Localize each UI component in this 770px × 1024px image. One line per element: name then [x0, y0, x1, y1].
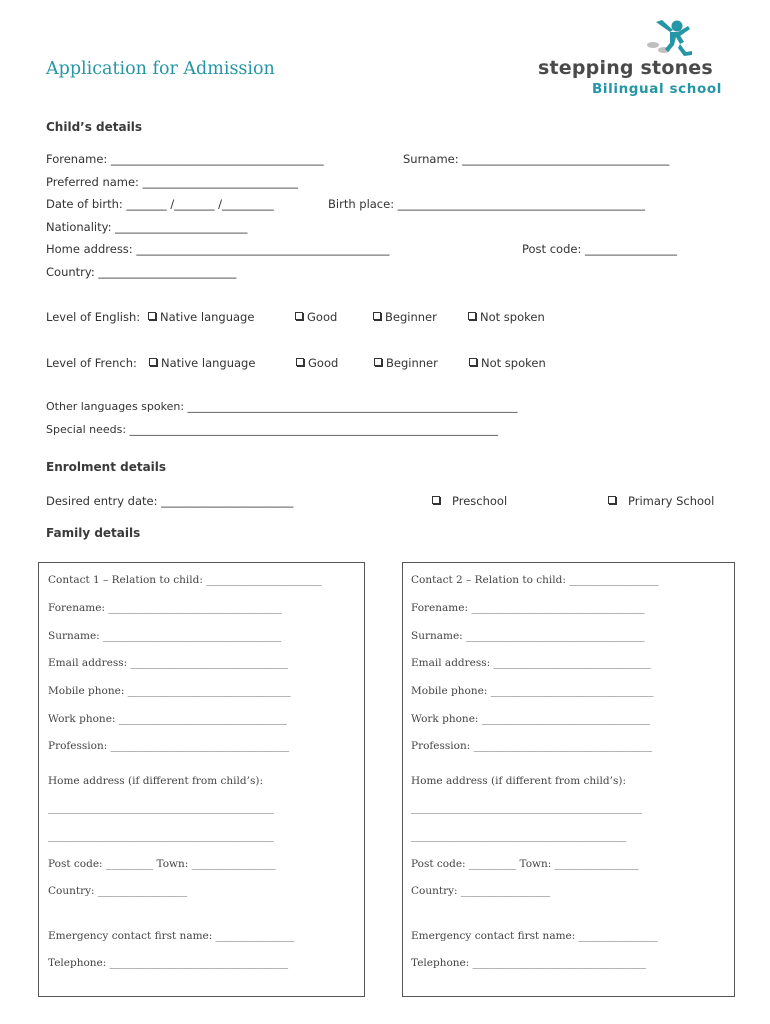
enrolment-option-primary[interactable]: Primary School — [608, 494, 714, 508]
child-preferred-name-field[interactable]: Preferred name: ___________________________ — [46, 175, 298, 189]
contact-1-relation-field[interactable]: Contact 1 – Relation to child: ______________________ — [48, 574, 322, 586]
section-heading-enrolment: Enrolment details — [46, 460, 167, 474]
contact-2-emergency-field[interactable]: Emergency contact first name: _______________ — [411, 930, 658, 942]
checkbox-icon[interactable] — [295, 312, 303, 320]
contact-1-post-town-field[interactable]: Post code: _________ Town: ________________ — [48, 858, 276, 870]
contact-1-home-address-label: Home address (if different from child’s): — [48, 775, 263, 787]
checkbox-icon[interactable] — [374, 358, 382, 366]
enrolment-option-preschool[interactable]: Preschool — [432, 494, 507, 508]
contact-1-forename-field[interactable]: Forename: _________________________________ — [48, 602, 282, 614]
section-heading-child: Child’s details — [46, 120, 142, 134]
checkbox-icon[interactable] — [296, 358, 304, 366]
contact-2-surname-field[interactable]: Surname: __________________________________ — [411, 630, 645, 642]
checkbox-icon[interactable] — [608, 496, 616, 504]
contact-1-address-line-2[interactable]: ___________________________________________ — [48, 830, 274, 842]
child-birth-place-field[interactable]: Birth place: ___________________________________________ — [328, 197, 645, 211]
contact-2-country-field[interactable]: Country: _________________ — [411, 885, 551, 897]
french-option-beginner[interactable]: Beginner — [374, 356, 438, 370]
english-level-label: Level of English: — [46, 310, 141, 324]
child-post-code-field[interactable]: Post code: ________________ — [522, 242, 677, 256]
logo-wordmark: stepping stones — [538, 57, 713, 79]
contact-2-forename-field[interactable]: Forename: _________________________________ — [411, 602, 645, 614]
french-option-good[interactable]: Good — [296, 356, 338, 370]
contact-2-profession-field[interactable]: Profession: __________________________________ — [411, 740, 653, 752]
checkbox-icon[interactable] — [149, 358, 157, 366]
contact-1-surname-field[interactable]: Surname: __________________________________ — [48, 630, 282, 642]
contact-1-mobile-field[interactable]: Mobile phone: _______________________________ — [48, 685, 291, 697]
contact-1-country-field[interactable]: Country: _________________ — [48, 885, 188, 897]
child-forename-field[interactable]: Forename: _____________________________________ — [46, 152, 324, 166]
english-option-beginner[interactable]: Beginner — [373, 310, 437, 324]
contact-1-email-field[interactable]: Email address: ______________________________ — [48, 657, 289, 669]
checkbox-icon[interactable] — [432, 496, 440, 504]
contact-2-address-line-2[interactable]: _________________________________________ — [411, 830, 627, 842]
contact-2-work-phone-field[interactable]: Work phone: ________________________________ — [411, 713, 650, 725]
contact-2-mobile-field[interactable]: Mobile phone: _______________________________ — [411, 685, 654, 697]
child-dob-field[interactable]: Date of birth: _______ /_______ /_________ — [46, 197, 274, 211]
french-level-label: Level of French: — [46, 356, 137, 370]
english-option-not-spoken[interactable]: Not spoken — [468, 310, 545, 324]
logo-tagline: Bilingual school — [592, 81, 722, 97]
english-option-native[interactable]: Native language — [148, 310, 254, 324]
child-figure-logo-icon — [640, 18, 700, 62]
child-country-field[interactable]: Country: ________________________ — [46, 265, 237, 279]
section-heading-family: Family details — [46, 526, 141, 540]
page-title: Application for Admission — [46, 59, 275, 79]
contact-2-relation-field[interactable]: Contact 2 – Relation to child: _________________ — [411, 574, 659, 586]
contact-2-post-town-field[interactable]: Post code: _________ Town: ________________ — [411, 858, 639, 870]
checkbox-icon[interactable] — [148, 312, 156, 320]
checkbox-icon[interactable] — [373, 312, 381, 320]
other-languages-field[interactable]: Other languages spoken: ____________________________________________________________ — [46, 400, 518, 413]
checkbox-icon[interactable] — [469, 358, 477, 366]
desired-entry-date-field[interactable]: Desired entry date: _______________________ — [46, 494, 294, 508]
child-nationality-field[interactable]: Nationality: _______________________ — [46, 220, 248, 234]
contact-2-telephone-field[interactable]: Telephone: _________________________________ — [411, 957, 646, 969]
contact-1-emergency-field[interactable]: Emergency contact first name: _______________ — [48, 930, 295, 942]
contact-1-address-line-1[interactable]: ___________________________________________ — [48, 802, 274, 814]
contact-2-home-address-label: Home address (if different from child’s): — [411, 775, 626, 787]
checkbox-icon[interactable] — [468, 312, 476, 320]
child-surname-field[interactable]: Surname: ____________________________________ — [403, 152, 670, 166]
contact-1-profession-field[interactable]: Profession: __________________________________ — [48, 740, 290, 752]
french-option-native[interactable]: Native language — [149, 356, 255, 370]
contact-1-work-phone-field[interactable]: Work phone: ________________________________ — [48, 713, 287, 725]
french-option-not-spoken[interactable]: Not spoken — [469, 356, 546, 370]
child-home-address-field[interactable]: Home address: ____________________________________________ — [46, 242, 390, 256]
special-needs-field[interactable]: Special needs: ___________________________________________________________________ — [46, 423, 499, 436]
english-option-good[interactable]: Good — [295, 310, 337, 324]
contact-2-email-field[interactable]: Email address: ______________________________ — [411, 657, 652, 669]
contact-2-address-line-1[interactable]: ____________________________________________ — [411, 802, 642, 814]
contact-1-telephone-field[interactable]: Telephone: __________________________________ — [48, 957, 289, 969]
